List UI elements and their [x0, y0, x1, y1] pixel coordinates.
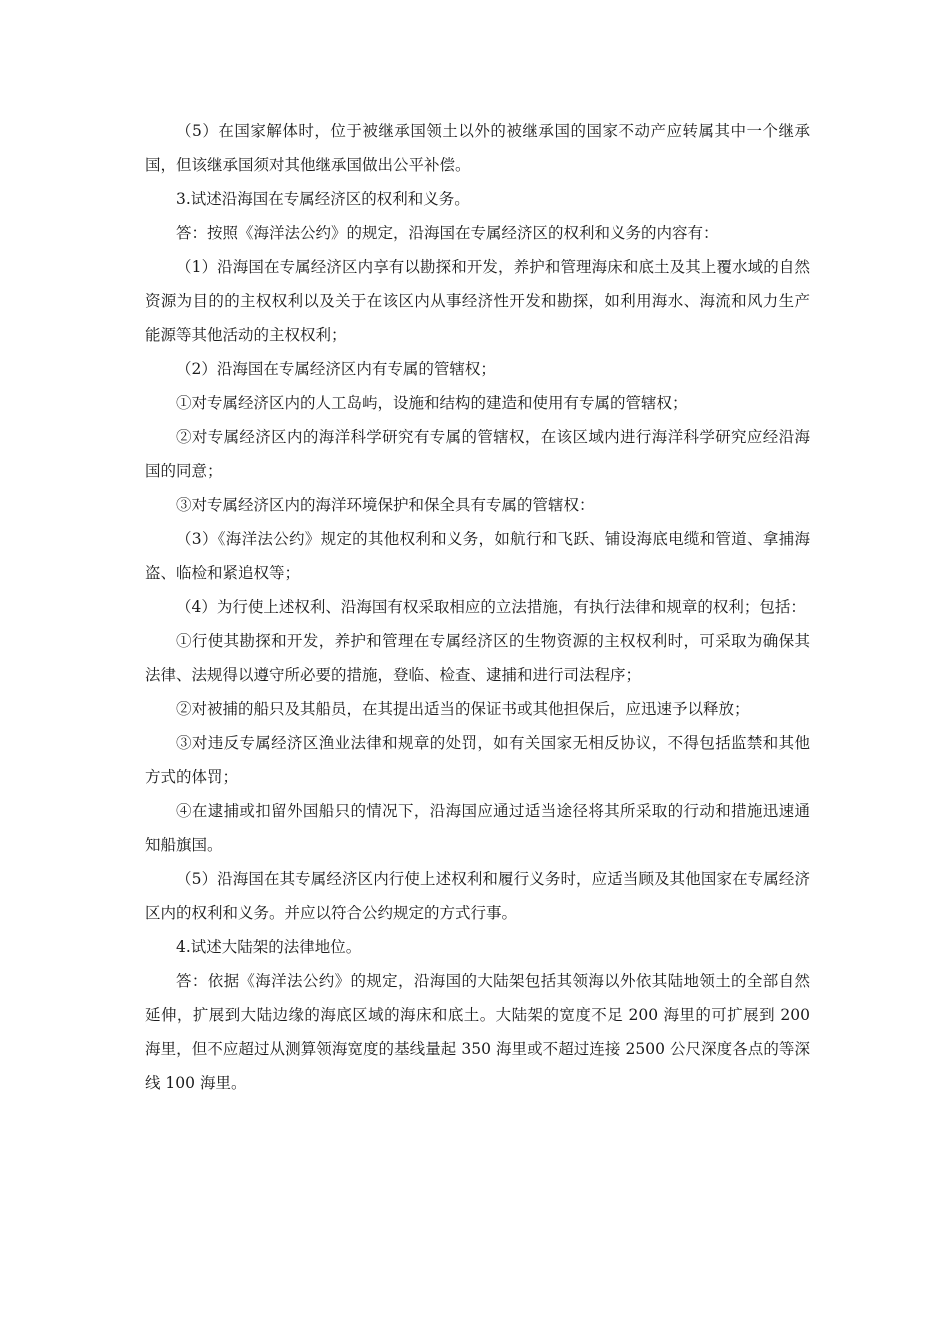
- paragraph: （1）沿海国在专属经济区内享有以勘探和开发，养护和管理海床和底土及其上覆水域的自然资源为目的的主权权利以及关于在该区内从事经济性开发和勘探，如利用海水、海流和风力生产能源等其他活动的主权权利；: [145, 258, 810, 344]
- paragraph: （5）沿海国在其专属经济区内行使上述权利和履行义务时，应适当顾及其他国家在专属经济区内的权利和义务。并应以符合公约规定的方式行事。: [145, 870, 810, 922]
- list-item: ①行使其勘探和开发，养护和管理在专属经济区的生物资源的主权权利时，可采取为确保其法律、法规得以遵守所必要的措施，登临、检查、逮捕和进行司法程序；: [145, 632, 810, 684]
- list-item: ②对被捕的船只及其船员，在其提出适当的保证书或其他担保后，应迅速予以释放；: [176, 700, 750, 718]
- list-item: ③对专属经济区内的海洋环境保护和保全具有专属的管辖权：: [176, 496, 595, 514]
- answer-intro: 答：按照《海洋法公约》的规定，沿海国在专属经济区的权利和义务的内容有：: [176, 224, 719, 242]
- paragraph: （4）为行使上述权利、沿海国有权采取相应的立法措施，有执行法律和规章的权利；包括：: [176, 598, 806, 616]
- paragraph: （2）沿海国在专属经济区内有专属的管辖权；: [176, 360, 496, 378]
- question-heading: 3.试述沿海国在专属经济区的权利和义务。: [176, 190, 470, 208]
- paragraph: （3）《海洋法公约》规定的其他权利和义务，如航行和飞跃、铺设海底电缆和管道、拿捕海盗、临检和紧追权等；: [145, 530, 810, 582]
- question-heading: 4.试述大陆架的法律地位。: [176, 938, 362, 956]
- list-item: ③对违反专属经济区渔业法律和规章的处罚，如有关国家无相反协议，不得包括监禁和其他方式的体罚；: [145, 734, 810, 786]
- paragraph: （5）在国家解体时，位于被继承国领土以外的被继承国的国家不动产应转属其中一个继承国，但该继承国须对其他继承国做出公平补偿。: [145, 122, 810, 174]
- list-item: ②对专属经济区内的海洋科学研究有专属的管辖权，在该区域内进行海洋科学研究应经沿海国的同意；: [145, 428, 810, 480]
- list-item: ①对专属经济区内的人工岛屿，设施和结构的建造和使用有专属的管辖权；: [176, 394, 688, 412]
- document-body: [145, 114, 810, 1100]
- answer-paragraph: 答：依据《海洋法公约》的规定，沿海国的大陆架包括其领海以外依其陆地领土的全部自然延伸，扩展到大陆边缘的海底区域的海床和底土。大陆架的宽度不足 200 海里的可扩展到 200 海里，但不应超过从测算领海宽度的基线量起 350 海里或不超过连接 2500 公尺深度各点的等深线 100 海里。: [145, 972, 810, 1092]
- list-item: ④在逮捕或扣留外国船只的情况下，沿海国应通过适当途径将其所采取的行动和措施迅速通知船旗国。: [145, 802, 810, 854]
